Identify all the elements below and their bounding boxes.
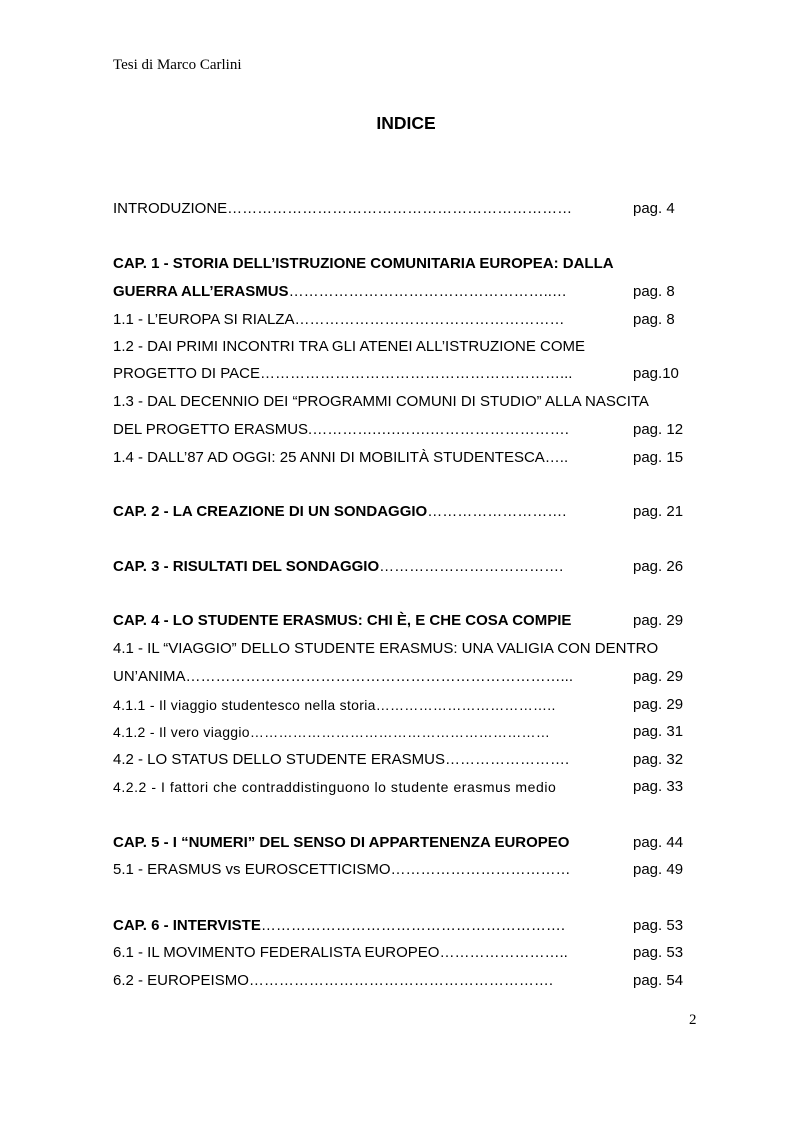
toc-page-ref: pag. 54 — [633, 972, 684, 989]
toc-entry-cap2[interactable] — [113, 501, 688, 523]
toc-chapter-title: GUERRA ALL’ERASMUS — [113, 283, 289, 300]
toc-page-ref: pag. 21 — [633, 503, 684, 520]
toc-entry-cap4[interactable] — [113, 610, 688, 632]
toc-entry-cap1-line2[interactable] — [113, 281, 688, 303]
toc-page-ref: pag. 26 — [633, 558, 684, 575]
toc-entry-text: 1.1 - L’EUROPA SI RIALZA……………………………………………… — [113, 311, 565, 328]
toc-entry-text: 4.2 - LO STATUS DELLO STUDENTE ERASMUS……………………. — [113, 751, 570, 768]
toc-entry-text: 4.1.2 - Il vero viaggio……………………………………………………… — [113, 724, 551, 740]
toc-entry-text: 6.2 - EUROPEISMO……………………………………………………. — [113, 972, 554, 989]
toc-entry-introduzione[interactable] — [113, 198, 688, 220]
toc-page-ref: pag. 33 — [633, 778, 684, 795]
running-header: Tesi di Marco Carlini — [113, 57, 242, 73]
toc-entry-4-1-1[interactable] — [113, 694, 688, 716]
toc-page-ref: pag. 32 — [633, 751, 684, 768]
toc-entry-1-2-line1[interactable] — [113, 336, 688, 358]
toc-entry-1-2-line2[interactable] — [113, 363, 688, 385]
toc-entry-1-4[interactable] — [113, 447, 688, 469]
toc-entry-text: PROGETTO DI PACE……………………………………………………... — [113, 365, 573, 382]
toc-entry-4-1-line1[interactable] — [113, 638, 688, 660]
toc-leader-dots: ………………………. — [427, 503, 567, 520]
toc-page-ref: pag. 53 — [633, 917, 684, 934]
page-number: 2 — [689, 1012, 697, 1028]
toc-page-ref: pag. 15 — [633, 449, 684, 466]
toc-entry-1-3-line2[interactable] — [113, 419, 688, 441]
toc-page-ref: pag. 44 — [633, 834, 684, 851]
toc-page-ref: pag. 4 — [633, 200, 675, 217]
toc-leader-dots: ………………………………. — [379, 558, 564, 575]
toc-entry-text: UN’ANIMA…………………………………………………………………... — [113, 668, 574, 685]
toc-page-ref: pag. 12 — [633, 421, 684, 438]
toc-entry-6-1[interactable] — [113, 942, 688, 964]
toc-entry-4-1-line2[interactable] — [113, 666, 688, 688]
toc-entry-1-3-line1[interactable] — [113, 391, 688, 413]
toc-chapter-title: CAP. 6 - INTERVISTE — [113, 917, 261, 934]
toc-entry-cap3[interactable] — [113, 556, 688, 578]
toc-page-ref: pag. 31 — [633, 723, 684, 740]
toc-entry-6-2[interactable] — [113, 970, 688, 992]
toc-chapter-title: CAP. 4 - LO STUDENTE ERASMUS: CHI È, E CHE COSA COMPIE — [113, 612, 572, 629]
toc-chapter-title: CAP. 1 - STORIA DELL’ISTRUZIONE COMUNITARIA EUROPEA: DALLA — [113, 255, 614, 272]
toc-page-ref: pag. 8 — [633, 283, 675, 300]
toc-entry-cap1-line1[interactable] — [113, 253, 688, 275]
toc-entry-text: 4.2.2 - I fattori che contraddistinguono lo studente erasmus medio — [113, 779, 557, 795]
toc-entry-cap6[interactable] — [113, 915, 688, 937]
toc-entry-text: INTRODUZIONE…………………………………………………………… — [113, 200, 573, 217]
toc-chapter-title: CAP. 3 - RISULTATI DEL SONDAGGIO — [113, 558, 380, 575]
toc-page-ref: pag. 53 — [633, 944, 684, 961]
toc-leader-dots: ……………………………………………………. — [260, 917, 565, 934]
toc-entry-text: 4.1 - IL “VIAGGIO” DELLO STUDENTE ERASMUS: UNA VALIGIA CON DENTRO — [113, 640, 659, 657]
toc-entry-text: 4.1.1 - Il viaggio studentesco nella storia……………………………….. — [113, 697, 556, 713]
toc-chapter-title: CAP. 5 - I “NUMERI” DEL SENSO DI APPARTENENZA EUROPEO — [113, 834, 570, 851]
toc-entry-4-2[interactable] — [113, 749, 688, 771]
toc-entry-cap5[interactable] — [113, 832, 688, 854]
toc-entry-text: DEL PROGETTO ERASMUS.………….….…….………………………. — [113, 421, 569, 438]
toc-entry-text: 1.4 - DALL’87 AD OGGI: 25 ANNI DI MOBILITÀ STUDENTESCA….. — [113, 449, 569, 466]
toc-entry-4-2-2[interactable] — [113, 776, 688, 798]
page-title: INDICE — [376, 113, 436, 133]
toc-page-ref: pag. 29 — [633, 696, 684, 713]
toc-entry-5-1[interactable] — [113, 859, 688, 881]
toc-entry-4-1-2[interactable] — [113, 721, 688, 743]
toc-entry-text: 6.1 - IL MOVIMENTO FEDERALISTA EUROPEO…………………….. — [113, 944, 568, 961]
toc-entry-text: 1.2 - DAI PRIMI INCONTRI TRA GLI ATENEI ALL’ISTRUZIONE COME — [113, 338, 586, 355]
toc-page-ref: pag. 29 — [633, 612, 684, 629]
toc-entry-text: 1.3 - DAL DECENNIO DEI “PROGRAMMI COMUNI DI STUDIO” ALLA NASCITA — [113, 393, 649, 410]
toc-leader-dots: ……………………………………………..… — [288, 283, 567, 300]
toc-page-ref: pag. 49 — [633, 861, 684, 878]
toc-page-ref: pag. 8 — [633, 311, 675, 328]
toc-page-ref: pag.10 — [633, 365, 679, 382]
toc-chapter-title: CAP. 2 - LA CREAZIONE DI UN SONDAGGIO — [113, 503, 428, 520]
toc-page-ref: pag. 29 — [633, 668, 684, 685]
toc-entry-1-1[interactable] — [113, 309, 688, 331]
toc-entry-text: 5.1 - ERASMUS vs EUROSCETTICISMO……………………………… — [113, 861, 571, 878]
